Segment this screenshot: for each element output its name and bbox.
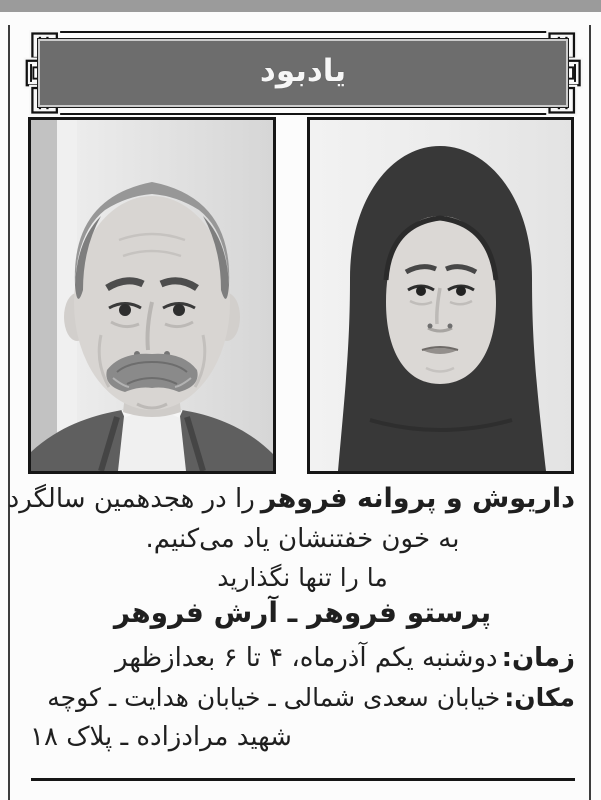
right-column-rule xyxy=(589,25,591,800)
banner-panel xyxy=(37,38,569,108)
place-line-2: شهید مرادزاده ـ پلاک ۱۸ xyxy=(30,722,292,752)
bottom-rule xyxy=(31,778,575,781)
place-label: مکان: xyxy=(504,683,575,712)
memorial-line-3: ما را تنها نگذارید xyxy=(217,563,388,592)
time-value: دوشنبه یکم آذرماه، ۴ تا ۶ بعدازظهر xyxy=(114,643,498,673)
memorial-banner xyxy=(30,31,576,115)
left-column-rule xyxy=(8,25,10,800)
photo-parvaneh-forouhar xyxy=(307,117,574,474)
memorial-line-2: به خون خفتنشان یاد می‌کنیم. xyxy=(145,524,460,554)
memorial-line-names xyxy=(7,481,575,517)
signatories-line: پرستو فروهر ـ آرش فروهر xyxy=(113,596,492,629)
time-label: زمان: xyxy=(501,643,575,673)
time-line xyxy=(30,640,575,676)
place-value-1: خیابان سعدی شمالی ـ خیابان هدایت ـ کوچه xyxy=(47,683,501,712)
newspaper-top-bar xyxy=(0,0,601,12)
photo-dariush-forouhar xyxy=(28,117,276,474)
portrait-woman-illustration xyxy=(310,120,571,471)
portrait-man-illustration xyxy=(31,120,273,471)
names-bold-text: داریوش و پروانه فروهر xyxy=(260,483,575,514)
line1-rest-text: را در هجدهمین سالگرد xyxy=(7,484,255,514)
memorial-title: یادبود xyxy=(259,52,347,89)
place-line-1 xyxy=(30,680,575,716)
